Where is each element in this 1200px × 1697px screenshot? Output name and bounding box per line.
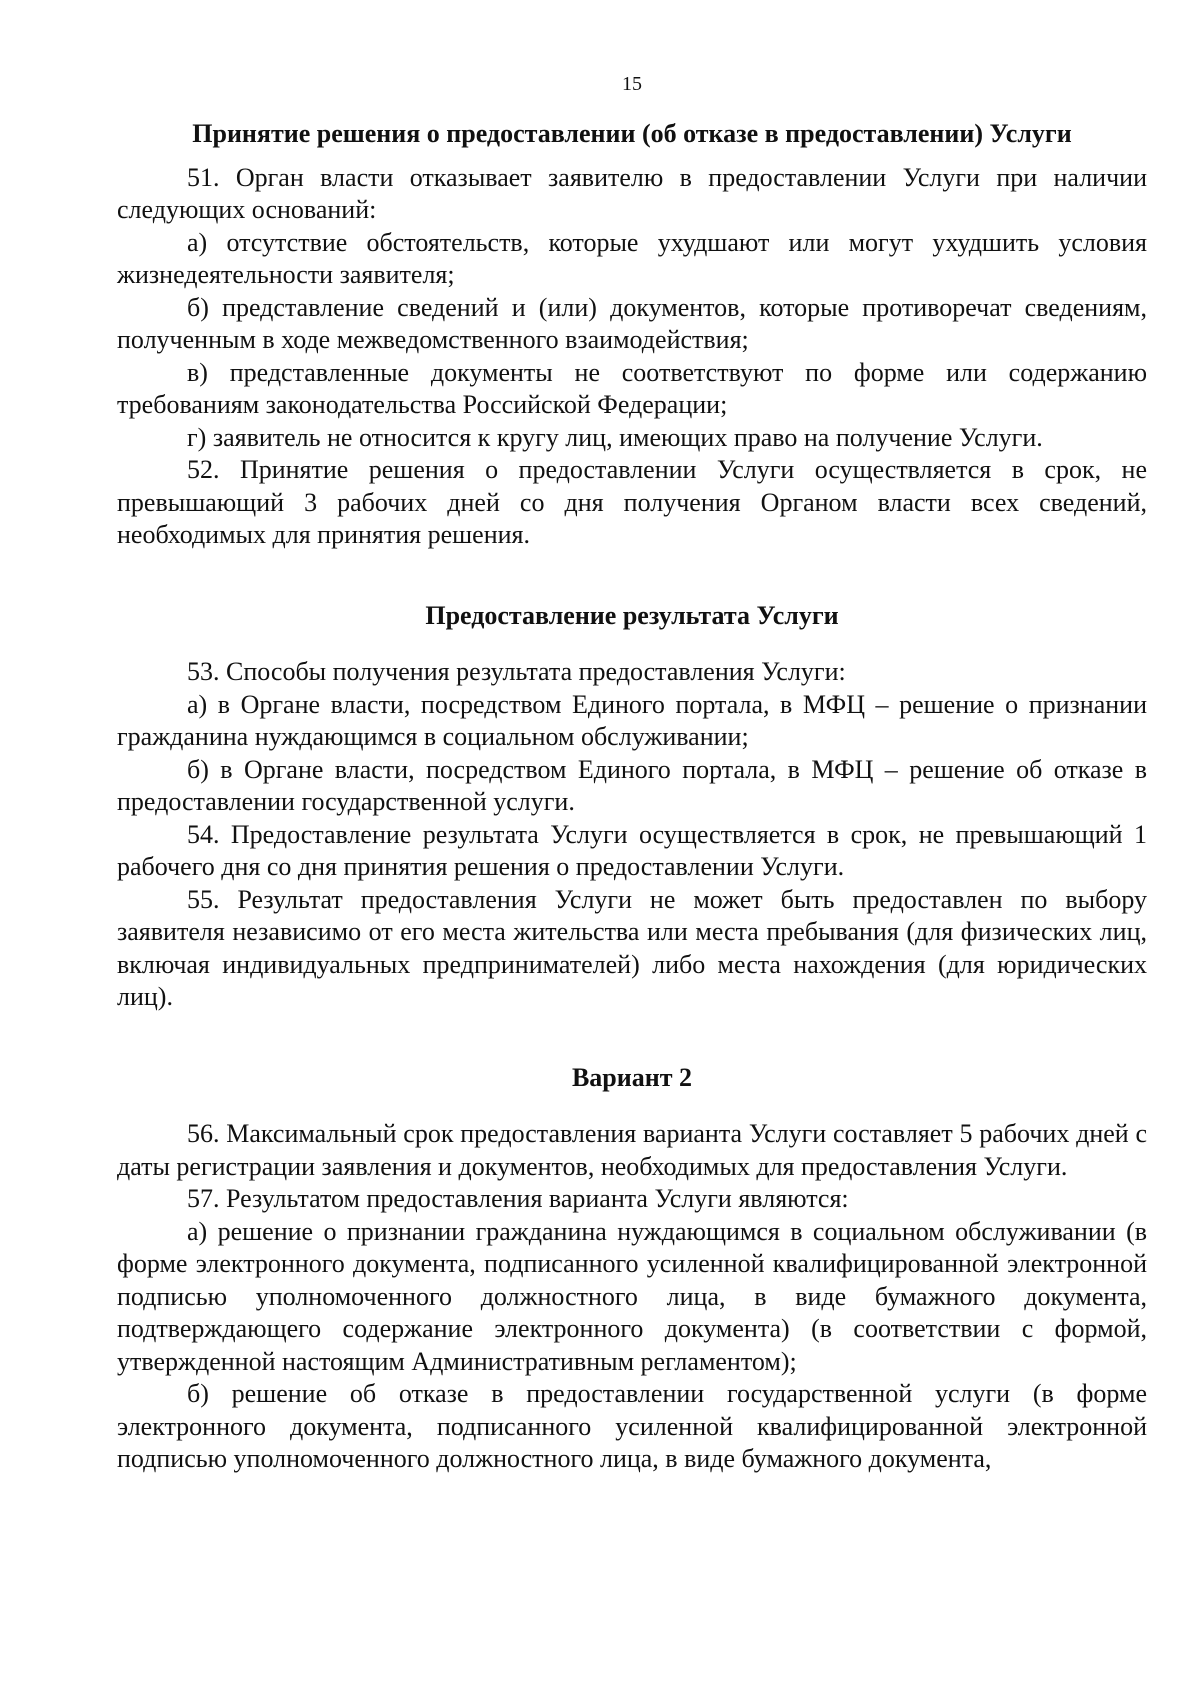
page-number: 15 [622,73,642,95]
paragraph-51: 51. Орган власти отказывает заявителю в предоставлении Услуги при наличии следующих оснований: [117,162,1147,224]
paragraph-57: 57. Результатом предоставления варианта Услуги являются: [187,1184,849,1213]
paragraph-56: 56. Максимальный срок предоставления варианта Услуги составляет 5 рабочих дней с даты регистрации заявления и документов, необходимых для предоставления Услуги. [117,1119,1147,1181]
paragraph-51-b: б) представление сведений и (или) документов, которые противоречат сведениям, полученным в ходе межведомственного взаимодействия; [117,292,1147,354]
paragraph-51-a: а) отсутствие обстоятельств, которые ухудшают или могут ухудшить условия жизнедеятельности заявителя; [117,227,1147,289]
section-heading-result: Предоставление результата Услуги [425,600,839,630]
paragraph-57-a: а) решение о признании гражданина нуждающимся в социальном обслуживании (в форме электронного документа, подписанного усиленной квалифицированной электронной подписью уполномоченного должностного лица, в виде бумажного документа, подтверждающего содержание электронного документа) (в соответствии с формой, утвержденной настоящим Административным регламентом); [117,1216,1147,1376]
paragraph-57-b: б) решение об отказе в предоставлении государственной услуги (в форме электронного документа, подписанного усиленной квалифицированной электронной подписью уполномоченного должностного лица, в виде бумажного документа, [117,1379,1147,1473]
paragraph-53-a: а) в Органе власти, посредством Единого портала, в МФЦ – решение о признании гражданина нуждающимся в социальном обслуживании; [117,689,1147,751]
paragraph-53: 53. Способы получения результата предоставления Услуги: [187,657,846,686]
section-heading-decision: Принятие решения о предоставлении (об отказе в предоставлении) Услуги [192,119,1072,148]
document-content [117,118,1147,1476]
paragraph-54: 54. Предоставление результата Услуги осуществляется в срок, не превышающий 1 рабочего дня со дня принятия решения о предоставлении Услуги. [117,819,1147,881]
paragraph-53-b: б) в Органе власти, посредством Единого портала, в МФЦ – решение об отказе в предоставлении государственной услуги. [117,754,1147,816]
paragraph-52: 52. Принятие решения о предоставлении Услуги осуществляется в срок, не превышающий 3 рабочих дней со дня получения Органом власти всех сведений, необходимых для принятия решения. [117,455,1147,549]
paragraph-51-v: в) представленные документы не соответствуют по форме или содержанию требованиям законодательства Российской Федерации; [117,357,1147,419]
paragraph-55: 55. Результат предоставления Услуги не может быть предоставлен по выбору заявителя независимо от его места жительства или места пребывания (для физических лиц, включая индивидуальных предпринимателей) либо места нахождения (для юридических лиц). [117,884,1147,1011]
paragraph-51-g: г) заявитель не относится к кругу лиц, имеющих право на получение Услуги. [187,422,1043,452]
section-heading-variant-2: Вариант 2 [571,1062,693,1092]
